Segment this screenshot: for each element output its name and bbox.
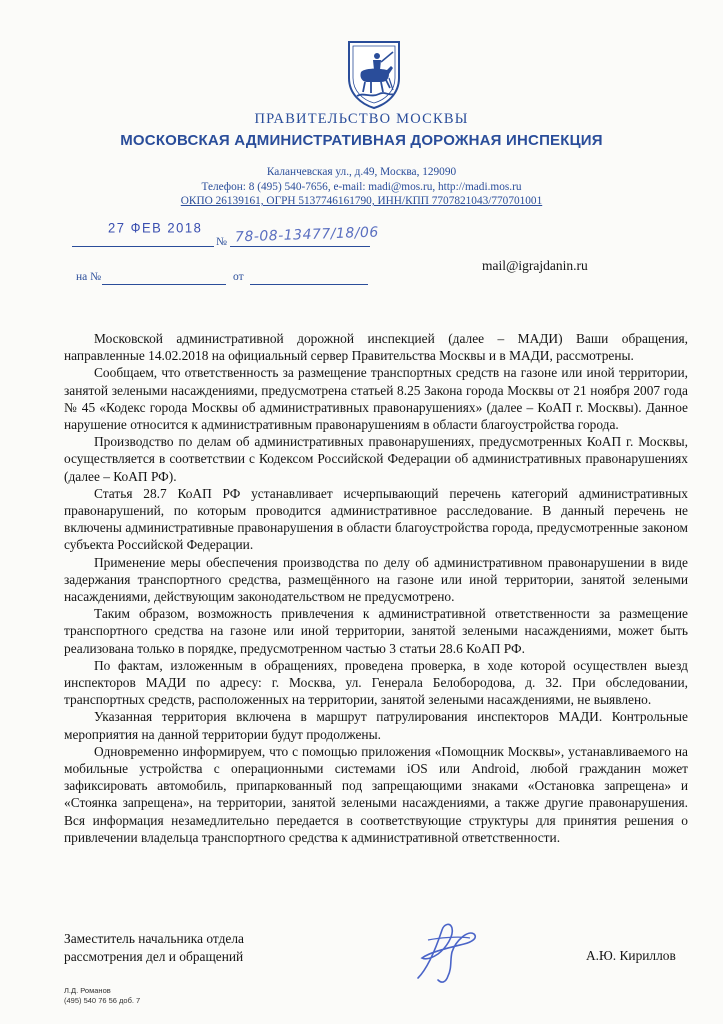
moscow-coat-of-arms-icon	[343, 38, 405, 110]
body-paragraph: Сообщаем, что ответственность за размещение транспортных средств на газоне или иной территории, занятой зелеными насаждениями, предусмотрена статьей 8.25 Закона города Москвы от 21 ноября 2007 года № 45 «Кодекс города Москвы об административных правонарушениях» (далее – КоАП г. Москвы). Данное нарушение относится к административным правонарушениям в области благоустройства города.	[64, 365, 688, 433]
body-paragraph: Одновременно информируем, что с помощью приложения «Помощник Москвы», устанавливаемого на мобильные устройства с операционными системами iOS или Android, любой гражданин может зафиксировать автомобиль, припаркованный под запрещающими знаками «Остановка запрещена» и «Стоянка запрещена», на территории, занятой зелеными насаждениями, а также другие правонарушения. Вся информация незамедлительно передается в соответствующие структуры для принятия решения о привлечении владельца транспортного средства к административной ответственности.	[64, 743, 688, 845]
body-paragraph: Применение меры обеспечения производства по делу об административном правонарушении в виде задержания транспортного средства, размещённого на газоне или иной территории, занятой зелеными насаждениями, действующим законодательством не предусмотрено.	[64, 554, 688, 605]
outgoing-number-label: №	[216, 236, 227, 248]
body-paragraph: Производство по делам об административных правонарушениях, предусмотренных КоАП г. Москвы, осуществляется в соответствии с Кодексом Российской Федерации об административных правонарушениях (далее – КоАП РФ).	[64, 434, 688, 484]
body-paragraph: Статья 28.7 КоАП РФ устанавливает исчерпывающий перечень категорий административных правонарушений, по которым проводится административное расследование. В данный перечень не включены административные правонарушения в области благоустройства города, предусмотренные законом субъекта Российской Федерации.	[64, 485, 688, 553]
executor-phone: (495) 540 76 56 доб. 7	[64, 996, 141, 1005]
recipient-email: mail@igrajdanin.ru	[482, 258, 588, 273]
date-underline	[72, 246, 214, 247]
organization-address: Каланчевская ул., д.49, Москва, 129090	[266, 166, 457, 178]
date-stamp: 27 ФЕВ 2018	[108, 219, 203, 236]
government-title: ПРАВИТЕЛЬСТВО МОСКВЫ	[254, 111, 469, 127]
executor-info	[64, 986, 140, 1006]
reference-number-label: на №	[76, 271, 102, 283]
organization-requisites: ОКПО 26139161, ОГРН 5137746161790, ИНН/КПП 7707821043/770701001	[180, 195, 543, 207]
body-paragraph: Таким образом, возможность привлечения к административной ответственности за размещение транспортного средства на газоне или иной территории, занятой зелеными насаждениями, может быть реализована только в порядке, предусмотренном частью 3 статьи 28.6 КоАП РФ.	[64, 606, 688, 656]
handwritten-signature-icon	[408, 918, 488, 988]
signatory-position-line2: рассмотрения дел и обращений	[64, 948, 244, 964]
number-underline	[230, 246, 370, 247]
executor-name: Л.Д. Романов	[64, 986, 111, 995]
reference-number-underline	[102, 284, 226, 285]
organization-title: МОСКОВСКАЯ АДМИНИСТРАТИВНАЯ ДОРОЖНАЯ ИНСПЕКЦИЯ	[120, 132, 603, 149]
reference-date-underline	[250, 284, 368, 285]
outgoing-number-handwritten: 78-08-13477/18/06	[234, 224, 380, 246]
signatory-position	[64, 930, 244, 965]
organization-contacts: Телефон: 8 (495) 540-7656, e-mail: madi@mos.ru, http://madi.mos.ru	[201, 181, 522, 193]
body-paragraph: Указанная территория включена в маршрут патрулирования инспекторов МАДИ. Контрольные мероприятия на данной территории будут продолжены.	[64, 709, 688, 742]
body-paragraph: Московской административной дорожной инспекцией (далее – МАДИ) Ваши обращения, направленные 14.02.2018 на официальный сервер Правительства Москвы и в МАДИ, рассмотрены.	[64, 331, 688, 364]
body-paragraph: По фактам, изложенным в обращениях, проведена проверка, в ходе которой осуществлен выезд инспекторов МАДИ по адресу: г. Москва, ул. Генерала Белобородова, д. 32. При обследовании, транспортных средств, расположенных на территории, занятой зелеными насаждениями, не выявлено.	[64, 657, 688, 708]
signatory-name: А.Ю. Кириллов	[586, 948, 676, 963]
letter-body	[64, 330, 688, 846]
signatory-position-line1: Заместитель начальника отдела	[64, 931, 244, 946]
reference-date-label: от	[233, 271, 244, 283]
